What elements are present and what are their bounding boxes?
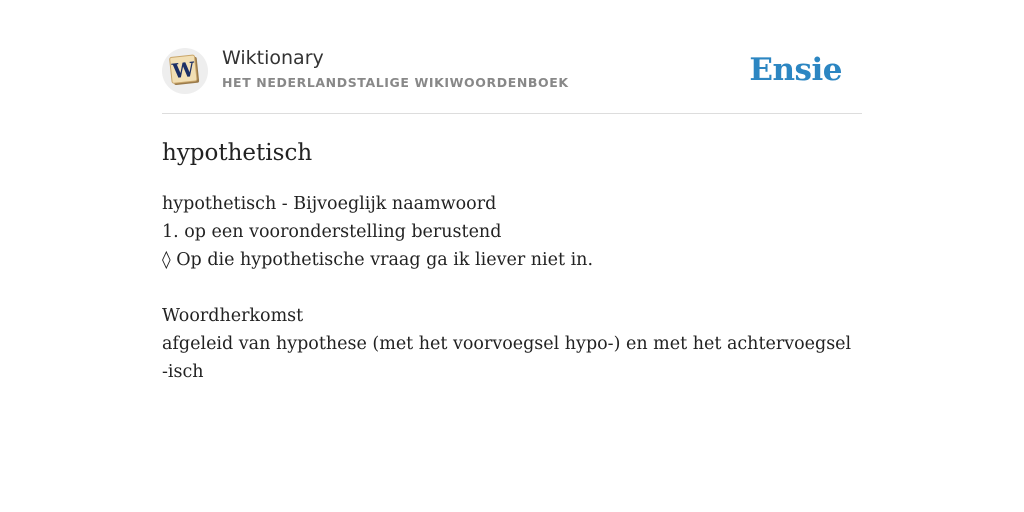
etymology-heading: Woordherkomst — [162, 306, 304, 326]
page-container — [162, 44, 862, 386]
sense-definition: 1. op een vooronderstelling berustend — [162, 222, 502, 242]
paragraph-spacer — [162, 274, 862, 302]
etymology-text: afgeleid van hypothese (met het voorvoegsel hypo-) en met het achtervoegsel -isch — [162, 334, 857, 382]
example-sentence: ◊ Op die hypothetische vraag ga ik liever niet in. — [162, 250, 594, 270]
definition-body — [162, 190, 862, 386]
logo-letter: W — [170, 57, 196, 84]
site-name[interactable]: Wiktionary — [222, 47, 324, 69]
part-of-speech-heading: hypothetisch - Bijvoeglijk naamwoord — [162, 194, 497, 214]
wiktionary-w-tile-icon — [162, 48, 208, 94]
page-title: hypothetisch — [162, 140, 313, 166]
site-tagline: HET NEDERLANDSTALIGE WIKIWOORDENBOEK — [222, 75, 569, 90]
site-header — [162, 44, 862, 114]
wiktionary-logo-icon[interactable] — [162, 48, 208, 94]
ensie-brand-link[interactable]: Ensie — [749, 52, 842, 88]
